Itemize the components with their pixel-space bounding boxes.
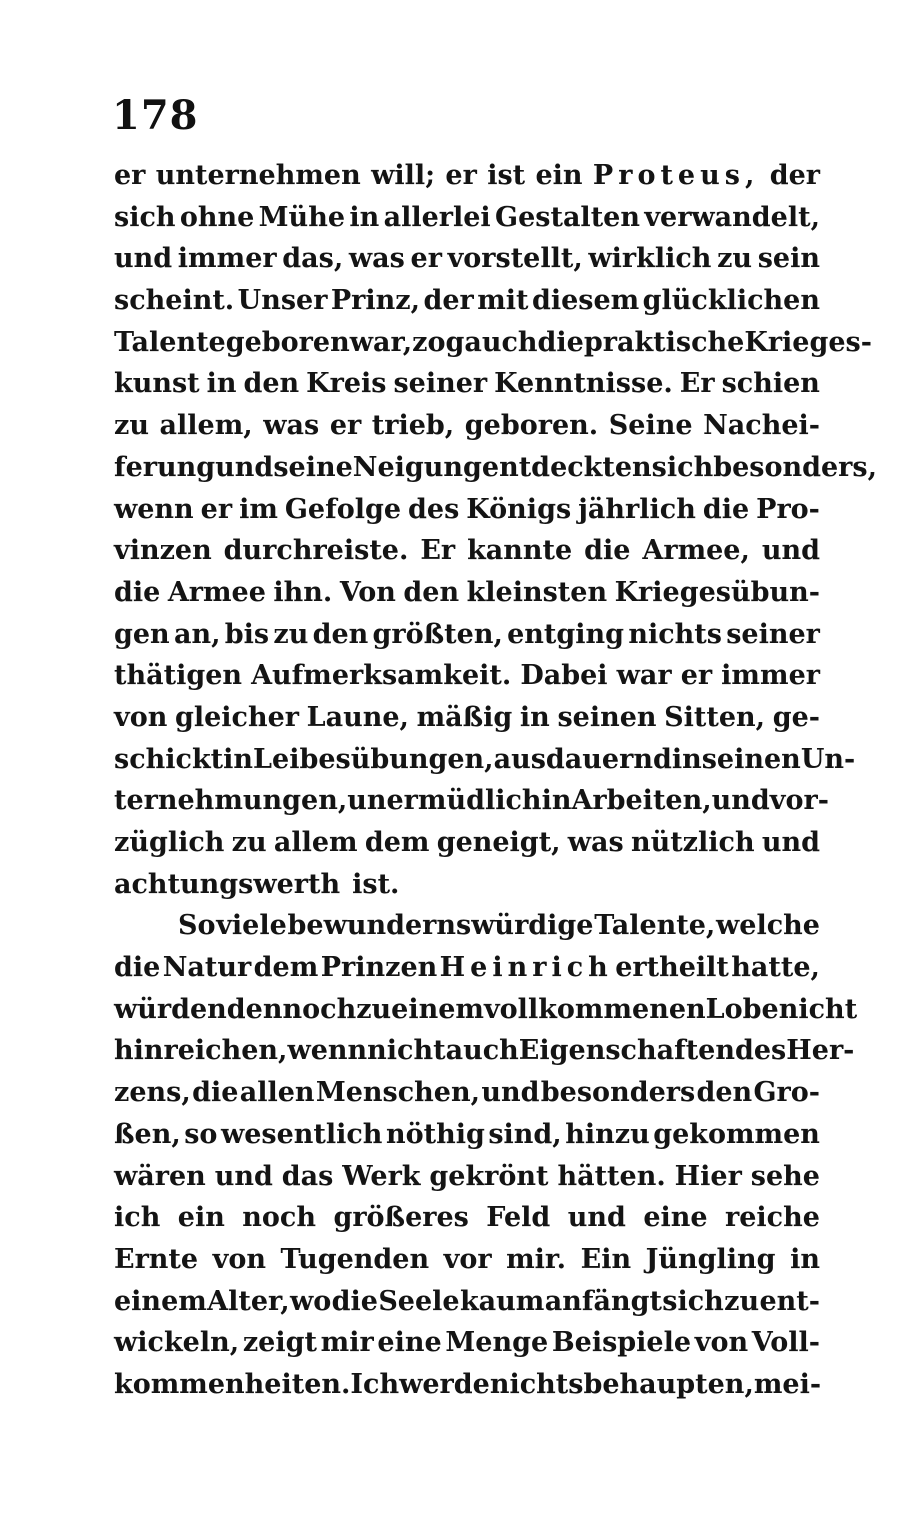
text-line: wickeln, zeigt mir eine Menge Beispiele von Voll- <box>114 1327 820 1359</box>
text-line: würden dennoch zu einem vollkommenen Lobe nicht <box>114 993 858 1025</box>
text-line: und immer das, was er vorstellt, wirklich zu sein <box>114 243 820 275</box>
body-text <box>114 155 877 1406</box>
text-line: achtungswerth ist. <box>114 868 400 900</box>
text-line: hinreichen, wenn nicht auch Eigenschaften des Her- <box>114 1035 855 1067</box>
text-line: kunst in den Kreis seiner Kenntnisse. Er schien <box>114 368 820 400</box>
text-line: sich ohne Mühe in allerlei Gestalten verwandelt, <box>114 201 820 233</box>
text-line: kommenheiten. Ich werde nichts behaupten, mei- <box>114 1368 822 1400</box>
text-line: züglich zu allem dem geneigt, was nützlich und <box>114 827 820 858</box>
text-line: wenn er im Gefolge des Königs jährlich die Pro- <box>114 493 820 525</box>
text-line: zens, die allen Menschen, und besonders den Gro- <box>114 1077 820 1109</box>
text-line: einem Alter, wo die Seele kaum anfängt sich zu ent- <box>114 1285 820 1317</box>
text-line: er unternehmen will; er ist ein Proteus, der <box>114 160 820 191</box>
text-line: vinzen durchreiste. Er kannte die Armee, und <box>114 535 820 567</box>
text-line: ich ein noch größeres Feld und eine reiche <box>114 1202 820 1234</box>
page-number: 178 <box>112 92 199 139</box>
text-line: die Natur dem Prinzen Heinrich ertheilt hatte, <box>114 952 820 984</box>
text-line: von gleicher Laune, mäßig in seinen Sitten, ge- <box>114 701 820 733</box>
text-line: ßen, so wesentlich nöthig sind, hinzu gekommen <box>114 1118 820 1150</box>
text-line: scheint. Unser Prinz, der mit diesem glücklichen <box>114 285 820 317</box>
text-line: schickt in Leibesübungen, ausdauernd in seinen Un- <box>114 743 856 775</box>
text-line: Talente geboren war, zog auch die praktische Krieges- <box>114 326 872 358</box>
text-line: gen an, bis zu den größten, entging nichts seiner <box>114 618 820 650</box>
text-line: zu allem, was er trieb, geboren. Seine Nachei- <box>114 410 820 442</box>
text-line: ferung und seine Neigung entdeckten sich besonders, <box>114 451 877 483</box>
text-line: Ernte von Tugenden vor mir. Ein Jüngling in <box>114 1243 820 1275</box>
text-line: wären und das Werk gekrönt hätten. Hier sehe <box>114 1160 820 1192</box>
text-line: ternehmungen, unermüdlich in Arbeiten, und vor- <box>114 785 829 817</box>
text-line: thätigen Aufmerksamkeit. Dabei war er immer <box>114 660 820 692</box>
text-line: die Armee ihn. Von den kleinsten Kriegesübun- <box>114 576 820 608</box>
text-line: So viele bewundernswürdige Talente, welche <box>178 910 820 942</box>
